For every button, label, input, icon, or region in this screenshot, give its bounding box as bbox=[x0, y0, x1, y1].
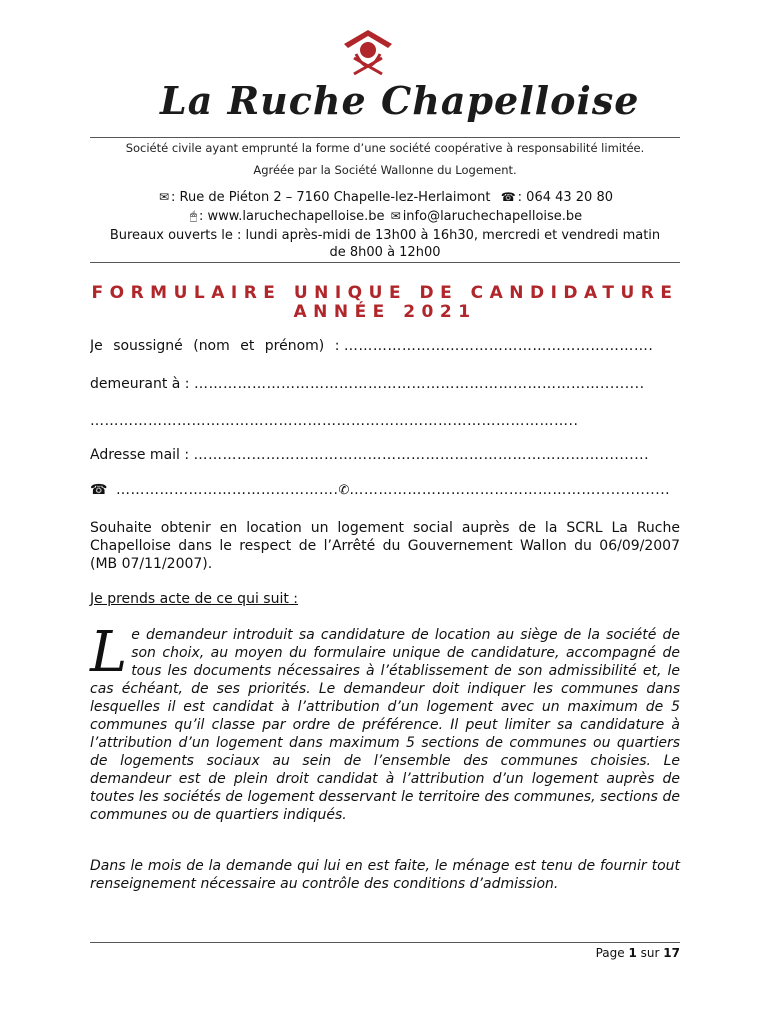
agreement-line: Agréée par la Société Wallonne du Logement. bbox=[253, 163, 517, 177]
office-hours-line2: de 8h00 à 12h00 bbox=[329, 245, 441, 260]
email-link[interactable]: info@laruchechapelloise.be bbox=[402, 209, 583, 224]
conditions-text: e demandeur introduit sa candidature de location au siège de la société de son choix, au moyen du formulaire unique de candidature, accompagné de tous les documents nécessaires à l’établissement de son admissibilité et, le cas échéant, de ses priorités. Le demandeur doit indiquer les communes dans lesquelles il est candidat à l’attribution d’un logement avec un maximum de 5 communes qu’il classe par ordre de préférence. Il peut limiter sa candidature à l’attribution d’un logement dans maximum 5 sections de communes ou quartiers de logements sociaux au sein de l’ensemble des communes choisies. Le demandeur est de plein droit candidat à l’attribution d’un logement auprès de toutes les sociétés de logement desservant le territoire des communes, sections de communes ou de quartiers indiqués. bbox=[90, 627, 680, 823]
ack-heading-text: Je prends acte de ce qui suit bbox=[90, 591, 289, 607]
address-field[interactable] bbox=[90, 376, 680, 392]
page-total: 17 bbox=[663, 946, 680, 960]
name-label: Je soussigné (nom et prénom) : bbox=[90, 338, 340, 354]
request-paragraph: Souhaite obtenir en location un logement social auprès de la SCRL La Ruche Chapelloise dans le respect de l’Arrêté du Gouvernement Wallon du 06/09/2007 (MB 07/11/2007). bbox=[90, 520, 680, 572]
logo-mark-icon bbox=[340, 28, 396, 84]
address-label: demeurant à : bbox=[90, 376, 190, 392]
email-field[interactable] bbox=[90, 447, 680, 463]
address-text: : Rue de Piéton 2 – 7160 Chapelle-lez-Herlaimont bbox=[171, 190, 491, 205]
mail-icon: ✉ bbox=[390, 209, 401, 223]
legal-status: Société civile ayant emprunté la forme d’une société coopérative à responsabilité limitée. bbox=[125, 141, 645, 155]
header-rule-bottom bbox=[90, 262, 680, 263]
logo-text: La Ruche Chapelloise bbox=[160, 78, 640, 123]
office-hours-line1: Bureaux ouverts le : lundi après-midi de 13h00 à 16h30, mercredi et vendredi matin bbox=[109, 228, 661, 243]
contact-address-line bbox=[90, 190, 680, 205]
address2-dots: ……………………………………………………………………………………….. bbox=[90, 413, 579, 429]
email-label: Adresse mail : bbox=[90, 447, 190, 463]
mouse-icon: 🖱 bbox=[189, 209, 198, 223]
page-number bbox=[520, 946, 680, 960]
email-dots: ………………………………………………………………………….......... bbox=[193, 447, 650, 463]
website-link[interactable]: : www.laruchechapelloise.be bbox=[199, 209, 385, 224]
form-year: ANNÉE 2021 bbox=[293, 302, 477, 322]
form-title: FORMULAIRE UNIQUE DE CANDIDATURE bbox=[91, 283, 679, 303]
page-word: Page bbox=[595, 946, 625, 960]
phone-icon: ☎ bbox=[500, 190, 516, 204]
address-field-line2[interactable] bbox=[90, 413, 680, 429]
name-field[interactable] bbox=[90, 338, 680, 354]
conditions-paragraph bbox=[90, 620, 680, 824]
drop-cap: L bbox=[90, 620, 128, 685]
sur-word: sur bbox=[640, 946, 660, 960]
page-current: 1 bbox=[628, 946, 637, 960]
phone-text: : 064 43 20 80 bbox=[517, 190, 614, 205]
phone-field[interactable] bbox=[90, 482, 680, 498]
header-rule-top bbox=[90, 137, 680, 138]
logo bbox=[160, 28, 640, 123]
footer-rule bbox=[90, 942, 680, 943]
ack-colon: : bbox=[288, 591, 299, 607]
ack-heading bbox=[90, 590, 680, 608]
contact-web-line bbox=[90, 209, 680, 224]
mobile-icon: ✆ bbox=[338, 483, 350, 498]
phone-dots: ………………………………………. bbox=[116, 482, 339, 498]
information-paragraph: Dans le mois de la demande qui lui en est faite, le ménage est tenu de fournir tout renseignement nécessaire au contrôle des conditions d’admission. bbox=[90, 858, 680, 892]
address-dots: …………………………………………………………………………......... bbox=[193, 376, 645, 392]
envelope-icon: ✉ bbox=[158, 190, 170, 204]
name-dots: ………………………………………………………. bbox=[343, 338, 654, 354]
mobile-dots: ……………………………………………............... bbox=[349, 482, 671, 498]
phone-icon: ☎ bbox=[90, 482, 108, 498]
